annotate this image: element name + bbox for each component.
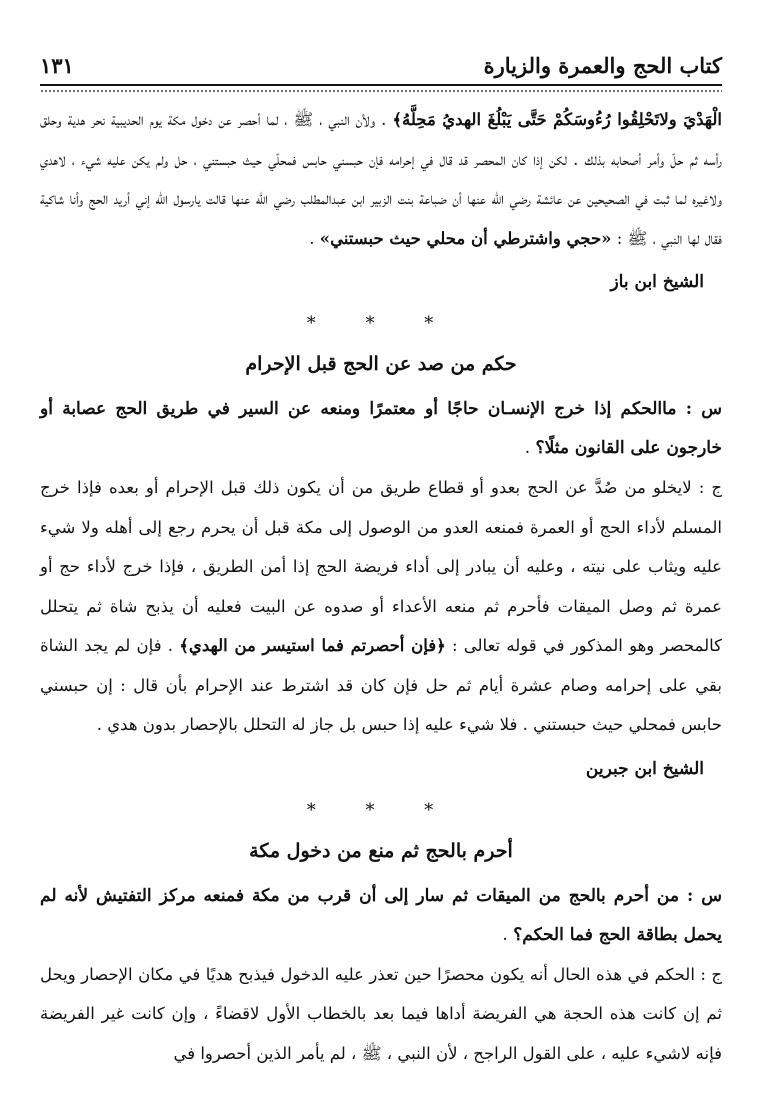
hadith-quote: «حجي واشترطي أن محلي حيث حبستني» (319, 228, 612, 248)
question-text: س : من أحرم بالحج من الميقات ثم سار إلى أن قرب من مكة فمنعه مركز التفتيش لأنه لم يحمل بطاقة الحج فما الحكم؟ (40, 885, 722, 945)
running-header (40, 0, 722, 86)
page-number: ١٣١ (40, 53, 74, 78)
answer-text-1: ج : لايخلو من صُدَّ عن الحج بعدو أو قطاع طريق من أن يكون ذلك قبل الإحرام أو بعده فإذا خرج المسلم لأداء الحج أو العمرة فمنعه العدو من الوصول إلى مكة قبل أن يحرم رجع إلى أهله ولا شيء عليه ويثاب على نيته ، وعليه أن يبادر إلى أداء فريضة الحج إذا أمن الطريق ، فإذا خرج لأداء حج أو عمرة ثم وصل الميقات فأحرم ثم منعه الأعداء أو صدوه عن البيت فعليه أن يذبح شاة ثم يتحلل كالمحصر وهو المذكور في قوله تعالى : (40, 478, 722, 655)
question-text: س : ماالحكم إذا خرج الإنسـان حاجًا أو معتمرًا ومنعه عن السير في طريق الحج عصابة أو خارجون على القانون مثلًا؟ (40, 399, 722, 458)
book-title: كتاب الحج والعمرة والزيارة (483, 53, 722, 78)
section-title-ihram: أحرم بالحج ثم منع من دخول مكة (249, 839, 513, 862)
section-separator: * * * (306, 799, 456, 821)
paragraph-text: . ولأن النبي ، ﷺ ، لما أحصر عن دخول مكة يوم الحديبية نحر هدية وحلق رأسه ثم حلّ وأمر أصحابه بذلك . لكن إذا كان المحصر قد قال في إحرامه فإن حبسني حابس فمحلّي حيث حبستني ، حل ولم يكن عليه شيء ، لاهدي ولاغيره لما ثبت في الصحيحين عن عائشة رضي الله عنها أن ضباعة بنت الزبير ابن عبدالمطلب رضي الله عنها قالت يارسول الله إني أريد الحج وأنا شاكية فقال لها النبي ، ﷺ : (40, 110, 722, 248)
answer-paragraph (40, 468, 722, 745)
question-paragraph (40, 390, 722, 468)
quran-verse: ﴿فإن أحصرتم فما استيسر من الهدي﴾ (179, 636, 446, 655)
section-title-sadd: حكم من صد عن الحج قبل الإحرام (245, 353, 517, 375)
paragraph-end: . (309, 228, 320, 248)
signature-ibn-jibreen: الشيخ ابن جبرين (585, 758, 704, 779)
question-end: . (524, 438, 536, 458)
question-paragraph (40, 877, 722, 955)
answer-text-2: . فإن لم يجد الشاة بقي على إحرامه وصام عشرة أيام ثم حل فإن كان قد اشترط عند الإحرام بأن قال : إن حبسني حابس فمحلي حيث حبستني . فلا شيء عليه إذا حبس بل جاز له التحلل بالإحصار بدون هدي . (40, 636, 722, 734)
signature-ibn-baz: الشيخ ابن باز (610, 272, 704, 292)
quran-verse: الْهَدْيَ ولاتَحْلِقُوا رُءُوسَكُمْ حَتَّى يَبْلُغَ الهديُ مَحِلَّهُ﴾ (392, 110, 722, 129)
question-end: . (502, 924, 514, 945)
answer-paragraph: ج : الحكم في هذه الحال أنه يكون محصرًا حين تعذر عليه الدخول فيذبح هديًا في مكان الإحصار ويحل ثم إن كانت هذه الحجة هي الفريضة أداها فيما بعد بالخطاب الأول لاقضاءً ، وإن كانت غير الفريضة فإنه لاشيء عليه ، على القول الراجح ، لأن النبي ، ﷺ ، لم يأمر الذين أحصروا في (40, 964, 722, 1063)
continued-paragraph (40, 100, 722, 258)
header-dotted-rule (40, 89, 722, 94)
section-separator: * * * (306, 313, 456, 334)
